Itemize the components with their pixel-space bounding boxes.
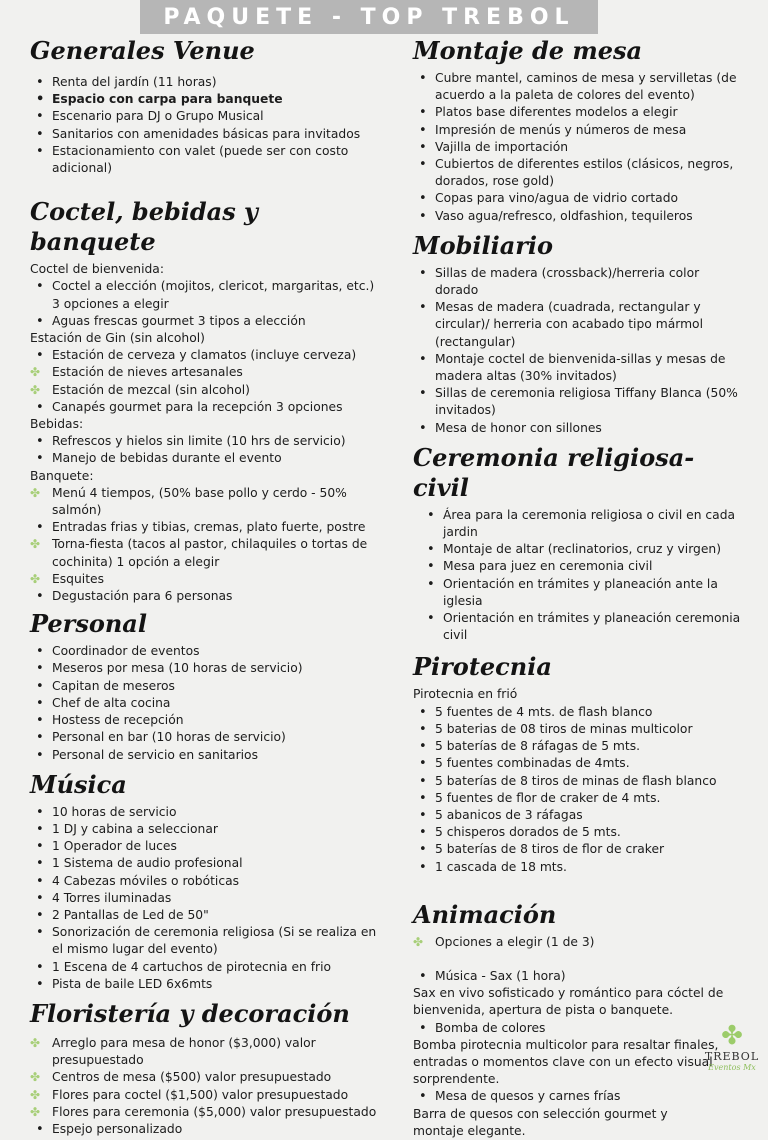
list-item: • 5 baterias de 08 tiros de minas multicolor <box>413 721 743 738</box>
section-title-ceremonia: Ceremonia religiosa-civil <box>413 442 695 502</box>
list-item: • Platos base diferentes modelos a elegir <box>413 104 743 121</box>
floristeria-list <box>30 1035 385 1138</box>
quesos-description: Barra de quesos con selección gourmet y montaje elegante. <box>413 1106 668 1138</box>
page-title: PAQUETE - TOP TREBOL <box>163 4 575 30</box>
pirotecnia-list <box>413 704 743 876</box>
sax-description: Sax en vivo sofisticado y romántico para cóctel de bienvenida, apertura de pista o banquete. <box>413 986 724 1018</box>
section-title-coctel: Coctel, bebidas y banquete <box>30 197 258 257</box>
list-item: ✤ Estación de mezcal (sin alcohol) <box>30 382 385 399</box>
section-title-personal: Personal <box>30 609 147 639</box>
list-item: • Chef de alta cocina <box>30 695 385 712</box>
section-title-mobiliario: Mobiliario <box>413 230 554 260</box>
list-item: • Mesa para juez en ceremonia civil <box>413 558 743 575</box>
list-item: • Orientación en trámites y planeación ceremonia civil <box>413 610 743 644</box>
trebol-logo <box>700 1022 764 1082</box>
list-item: ✤ Opciones a elegir (1 de 3) <box>413 934 743 951</box>
section-floristeria <box>30 999 385 1138</box>
list-item: • Espejo personalizado <box>30 1121 385 1138</box>
list-item: • Orientación en trámites y planeación ante la iglesia <box>413 576 743 610</box>
list-item: • Vajilla de importación <box>413 139 743 156</box>
generales-list <box>30 74 385 177</box>
list-item: • Montaje coctel de bienvenida-sillas y mesas de madera altas (30% invitados) <box>413 351 743 385</box>
list-item: ✤ Menú 4 tiempos, (50% base pollo y cerdo - 50% salmón) <box>30 485 385 519</box>
clover-icon: ✤ <box>721 1021 743 1051</box>
list-item: • 5 abanicos de 3 ráfagas <box>413 807 743 824</box>
list-item: • Pista de baile LED 6x6mts <box>30 976 385 993</box>
list-item: ✤ Arreglo para mesa de honor ($3,000) valor presupuestado <box>30 1035 385 1069</box>
list-item: ✤ Flores para coctel ($1,500) valor presupuestado <box>30 1087 385 1104</box>
list-item: • Impresión de menús y números de mesa <box>413 122 743 139</box>
list-item: • 5 baterías de 8 ráfagas de 5 mts. <box>413 738 743 755</box>
list-item: • Bomba de colores <box>413 1020 743 1037</box>
mobiliario-list <box>413 265 743 437</box>
bebidas-subheading: Bebidas: <box>30 417 84 432</box>
section-title-floristeria: Floristería y decoración <box>30 998 350 1028</box>
list-item: • 1 DJ y cabina a seleccionar <box>30 821 385 838</box>
list-item: • Refrescos y hielos sin limite (10 hrs de servicio) <box>30 433 385 450</box>
montaje-list <box>413 70 743 225</box>
list-item: • Cubre mantel, caminos de mesa y servilletas (de acuerdo a la paleta de colores del evento) <box>413 70 743 104</box>
bomba-description: Bomba pirotecnia multicolor para resaltar finales, entradas o momentos clave con un efecto visual sorprendente. <box>413 1037 719 1087</box>
list-item: ✤ Estación de nieves artesanales <box>30 364 385 381</box>
list-item: • 5 chisperos dorados de 5 mts. <box>413 824 743 841</box>
animacion-options <box>413 934 743 951</box>
section-mobiliario <box>413 231 743 437</box>
banquete-list <box>30 485 385 605</box>
list-item: • 1 Sistema de audio profesional <box>30 855 385 872</box>
list-item: • Coordinador de eventos <box>30 643 385 660</box>
list-item: • Estación de cerveza y clamatos (incluye cerveza) <box>30 347 385 364</box>
section-musica <box>30 770 385 993</box>
coctel-list-b <box>30 347 385 416</box>
list-item: • Mesa de quesos y carnes frías <box>413 1088 743 1105</box>
section-montaje <box>413 36 743 225</box>
list-item: • Cubiertos de diferentes estilos (clásicos, negros, dorados, rose gold) <box>413 156 743 190</box>
list-item: • Estacionamiento con valet (puede ser con costo adicional) <box>30 143 385 177</box>
list-item: • Meseros por mesa (10 horas de servicio) <box>30 660 385 677</box>
animacion-list-bomba <box>413 1020 743 1037</box>
section-ceremonia <box>413 443 743 645</box>
banquete-subheading: Banquete: <box>30 468 94 483</box>
list-item: • Sillas de madera (crossback)/herreria color dorado <box>413 265 743 299</box>
section-coctel <box>30 197 385 605</box>
section-title-montaje: Montaje de mesa <box>413 36 643 65</box>
list-item: • 1 Escena de 4 cartuchos de pirotecnia en frio <box>30 959 385 976</box>
coctel-subheading: Coctel de bienvenida: <box>30 262 164 277</box>
list-item: • Sillas de ceremonia religiosa Tiffany Blanca (50% invitados) <box>413 385 743 419</box>
pirotecnia-intro: Pirotecnia en frió <box>413 687 518 702</box>
section-generales <box>30 36 385 177</box>
list-item: • Montaje de altar (reclinatorios, cruz y virgen) <box>413 541 743 558</box>
ceremonia-list <box>413 507 743 645</box>
list-item: • Entradas frias y tibias, cremas, plato fuerte, postre <box>30 519 385 536</box>
list-item: • Aguas frescas gourmet 3 tipos a elección <box>30 313 385 330</box>
gin-subheading: Estación de Gin (sin alcohol) <box>30 331 205 346</box>
list-item: • 5 fuentes de flor de craker de 4 mts. <box>413 790 743 807</box>
list-item: • Copas para vino/agua de vidrio cortado <box>413 190 743 207</box>
list-item: ✤ Flores para ceremonia ($5,000) valor presupuestado <box>30 1104 385 1121</box>
bebidas-list <box>30 433 385 467</box>
list-item: ✤ Centros de mesa ($500) valor presupuestado <box>30 1069 385 1086</box>
list-item: • Hostess de recepción <box>30 712 385 729</box>
list-item: • Coctel a elección (mojitos, clericot, margaritas, etc.) 3 opciones a elegir <box>30 278 385 312</box>
list-item: ✤ Torna-fiesta (tacos al pastor, chilaquiles o tortas de cochinita) 1 opción a elegir <box>30 536 385 570</box>
section-title-animacion: Animación <box>413 899 557 929</box>
list-item: • 10 horas de servicio <box>30 804 385 821</box>
list-item: • 5 fuentes de 4 mts. de flash blanco <box>413 704 743 721</box>
list-item: • Mesa de honor con sillones <box>413 420 743 437</box>
right-column <box>413 36 743 1140</box>
list-item: • 1 cascada de 18 mts. <box>413 859 743 876</box>
list-item: • 5 baterías de 8 tiros de flor de craker <box>413 841 743 858</box>
list-item: • Manejo de bebidas durante el evento <box>30 450 385 467</box>
list-item: • Sonorización de ceremonia religiosa (Si se realiza en el mismo lugar del evento) <box>30 924 385 958</box>
animacion-list-quesos <box>413 1088 743 1105</box>
list-item: • 4 Torres iluminadas <box>30 890 385 907</box>
list-item: • Mesas de madera (cuadrada, rectangular y circular)/ herreria con acabado tipo mármol (rectangular) <box>413 299 743 351</box>
animacion-list-sax <box>413 968 743 985</box>
list-item: • Canapés gourmet para la recepción 3 opciones <box>30 399 385 416</box>
list-item: ✤ Esquites <box>30 571 385 588</box>
list-item: • Música - Sax (1 hora) <box>413 968 743 985</box>
list-item: • Personal en bar (10 horas de servicio) <box>30 729 385 746</box>
list-item: • 2 Pantallas de Led de 50" <box>30 907 385 924</box>
list-item: • Vaso agua/refresco, oldfashion, tequileros <box>413 208 743 225</box>
logo-wordmark: TREBOL <box>704 1050 760 1063</box>
list-item: • Renta del jardín (11 horas) <box>30 74 385 91</box>
list-item: • Sanitarios con amenidades básicas para invitados <box>30 126 385 143</box>
personal-list <box>30 643 385 763</box>
section-personal <box>30 609 385 763</box>
list-item: • Capitan de meseros <box>30 678 385 695</box>
section-title-pirotecnia: Pirotecnia <box>413 652 552 682</box>
page-title-bar <box>140 0 598 34</box>
logo-subtitle: Eventos Mx <box>708 1063 756 1072</box>
list-item: • 1 Operador de luces <box>30 838 385 855</box>
list-item: • 5 baterías de 8 tiros de minas de flash blanco <box>413 773 743 790</box>
list-item: • Espacio con carpa para banquete <box>30 91 385 108</box>
section-pirotecnia <box>413 652 743 875</box>
list-item: • 4 Cabezas móviles o robóticas <box>30 873 385 890</box>
section-title-musica: Música <box>30 769 127 799</box>
section-title-generales: Generales Venue <box>30 36 255 65</box>
musica-list <box>30 804 385 993</box>
list-item: • Personal de servicio en sanitarios <box>30 747 385 764</box>
list-item: • Degustación para 6 personas <box>30 588 385 605</box>
coctel-list-a <box>30 278 385 330</box>
list-item: • 5 fuentes combinadas de 4mts. <box>413 755 743 772</box>
left-column <box>30 36 385 1138</box>
list-item: • Área para la ceremonia religiosa o civil en cada jardin <box>413 507 743 541</box>
list-item: • Escenario para DJ o Grupo Musical <box>30 108 385 125</box>
section-animacion <box>413 900 743 1140</box>
